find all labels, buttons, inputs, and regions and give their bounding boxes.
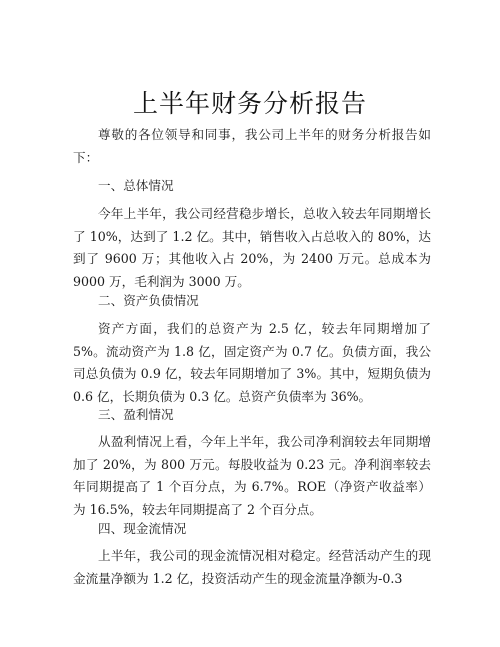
section-heading-cash-flow: 四、现金流情况 [98, 521, 187, 536]
section-heading-balance-sheet: 二、资产负债情况 [98, 293, 199, 308]
section-heading-overview: 一、总体情况 [98, 178, 174, 193]
section-body-overview: 今年上半年，我公司经营稳步增长，总收入较去年同期增长了 10%，达到了 1.2 亿。其中，销售收入占总收入的 80%，达到了 9600 万；其他收入占 20%，为 2400 万元。总成本为 9000 万，毛利润为 3000 万。 [73, 206, 431, 289]
section-heading-profitability: 三、盈利情况 [98, 407, 174, 422]
report-title: 上半年财务分析报告 [132, 89, 367, 118]
section-body-balance-sheet: 资产方面，我们的总资产为 2.5 亿，较去年同期增加了 5%。流动资产为 1.8 亿，固定资产为 0.7 亿。负债方面，我公司总负债为 0.9 亿，较去年同期增加了 3%。其中，短期负债为 0.6 亿，长期负债为 0.3 亿。总资产负债率为 36%。 [73, 321, 431, 404]
section-body-cash-flow: 上半年，我公司的现金流情况相对稳定。经营活动产生的现金流量净额为 1.2 亿，投资活动产生的现金流量净额为-0.3 [73, 548, 431, 586]
greeting-paragraph: 尊敬的各位领导和同事，我公司上半年的财务分析报告如下： [73, 127, 431, 165]
section-body-profitability: 从盈利情况上看，今年上半年，我公司净利润较去年同期增加了 20%，为 800 万元。每股收益为 0.23 元。净利润率较去年同期提高了 1 个百分点，为 6.7%。ROE（净资产收益率）为 16.5%，较去年同期提高了 2 个百分点。 [73, 434, 431, 517]
